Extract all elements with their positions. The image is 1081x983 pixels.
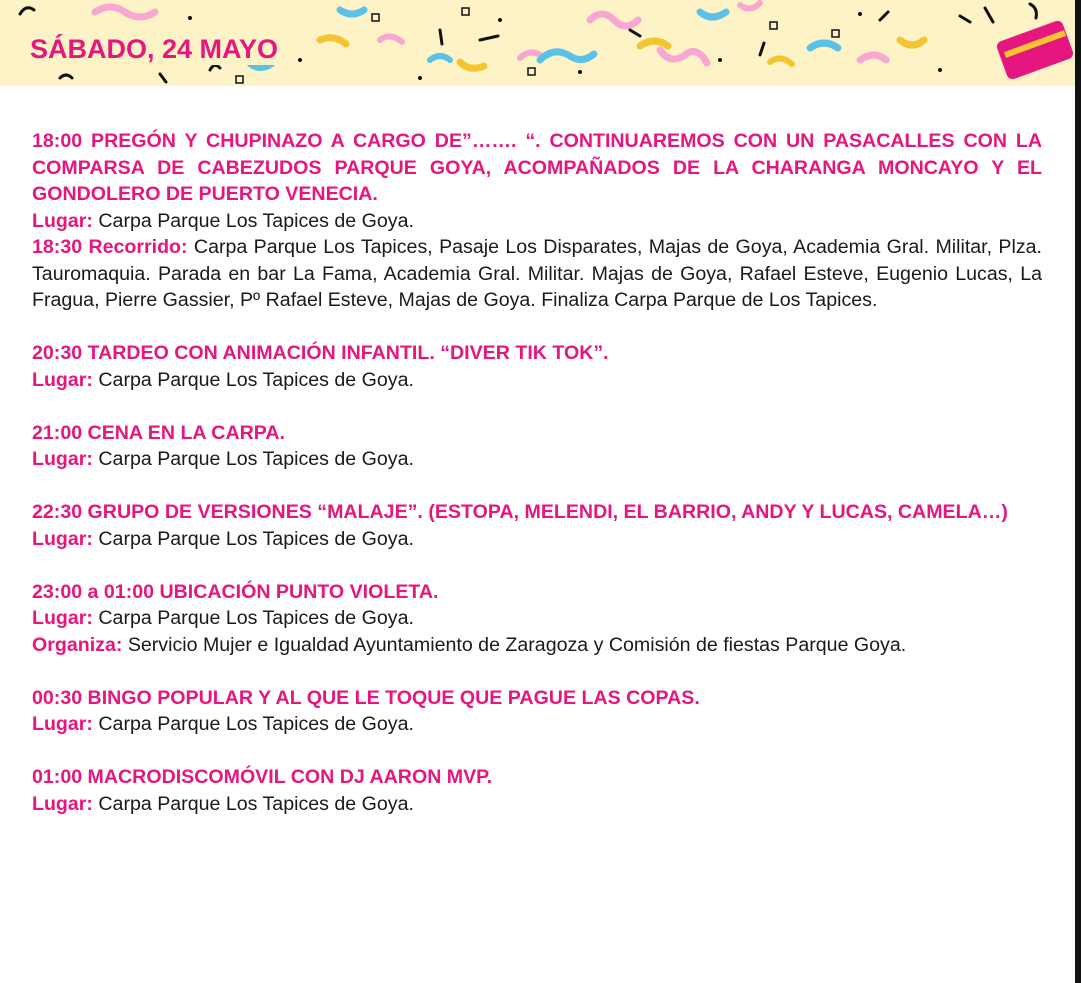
- event-detail-label: 18:30 Recorrido:: [32, 236, 188, 258]
- event-item: [32, 128, 1042, 314]
- event-item: [32, 579, 1042, 659]
- event-detail-text: Carpa Parque Los Tapices de Goya.: [92, 448, 414, 470]
- event-item: [32, 340, 1042, 393]
- event-detail-label: Lugar:: [32, 792, 93, 815]
- event-detail-label: Organiza:: [32, 633, 123, 656]
- event-detail-line: [32, 632, 1042, 659]
- event-item: [32, 499, 1042, 552]
- event-detail-line: [32, 526, 1042, 553]
- event-heading: 00:30 BINGO POPULAR Y AL QUE LE TOQUE QUE PAGUE LAS COPAS.: [32, 686, 700, 709]
- event-detail-label: Lugar:: [32, 448, 93, 470]
- event-detail-line: [32, 711, 1042, 738]
- event-detail-text: Carpa Parque Los Tapices de Goya.: [92, 527, 414, 550]
- event-heading: 22:30 GRUPO DE VERSIONES “MALAJE”. (ESTOPA, MELENDI, EL BARRIO, ANDY Y LUCAS, CAMELA…): [32, 501, 1008, 523]
- event-detail-line: [32, 791, 1042, 818]
- event-detail-line: [32, 367, 1042, 394]
- event-heading: 18:00 PREGÓN Y CHUPINAZO A CARGO DE”……. “. CONTINUAREMOS CON UN PASACALLES CON LA COMPARSA DE CABEZUDOS PARQUE GOYA, ACOMPAÑADOS DE LA CHARANGA MONCAYO Y EL GONDOLERO DE PUERTO VENECIA.: [32, 130, 1042, 205]
- event-detail-text: Carpa Parque Los Tapices de Goya.: [92, 607, 414, 629]
- event-detail-line: [32, 446, 1042, 473]
- event-item: [32, 685, 1042, 738]
- event-detail-text: Carpa Parque Los Tapices de Goya.: [92, 368, 414, 391]
- event-detail-text: Carpa Parque Los Tapices de Goya.: [92, 209, 414, 232]
- event-heading: 21:00 CENA EN LA CARPA.: [32, 421, 285, 444]
- event-detail-text: Carpa Parque Los Tapices, Pasaje Los Disparates, Majas de Goya, Academia Gral. Militar, Plza. Tauromaquia. Parada en bar La Fama, Academia Gral. Militar. Majas de Goya, Rafael Esteve, Eugenio Lucas, La Fragua, Pierre Gassier, Pº Rafael Esteve, Majas de Goya. Finaliza Carpa Parque de Los Tapices.: [32, 236, 1042, 311]
- event-list: [32, 128, 1042, 844]
- event-detail-label: Lugar:: [32, 713, 93, 735]
- event-detail-text: Servicio Mujer e Igualdad Ayuntamiento de Zaragoza y Comisión de fiestas Parque Goya.: [122, 633, 907, 656]
- event-heading: 01:00 MACRODISCOMÓVIL CON DJ AARON MVP.: [32, 766, 493, 788]
- event-detail-label: Lugar:: [32, 209, 93, 232]
- right-border: [1075, 0, 1081, 983]
- page-title: SÁBADO, 24 MAYO: [30, 34, 284, 65]
- event-item: [32, 420, 1042, 473]
- event-detail-label: Lugar:: [32, 607, 93, 629]
- event-heading: 23:00 a 01:00 UBICACIÓN PUNTO VIOLETA.: [32, 580, 439, 603]
- event-detail-line: [32, 234, 1042, 314]
- event-heading: 20:30 TARDEO CON ANIMACIÓN INFANTIL. “DIVER TIK TOK”.: [32, 342, 609, 364]
- event-detail-label: Lugar:: [32, 368, 93, 391]
- event-detail-text: Carpa Parque Los Tapices de Goya.: [92, 713, 414, 735]
- event-detail-line: [32, 208, 1042, 235]
- event-item: [32, 764, 1042, 817]
- event-detail-line: [32, 605, 1042, 632]
- header-banner: [0, 0, 1081, 86]
- event-detail-label: Lugar:: [32, 527, 93, 550]
- event-detail-text: Carpa Parque Los Tapices de Goya.: [92, 792, 414, 815]
